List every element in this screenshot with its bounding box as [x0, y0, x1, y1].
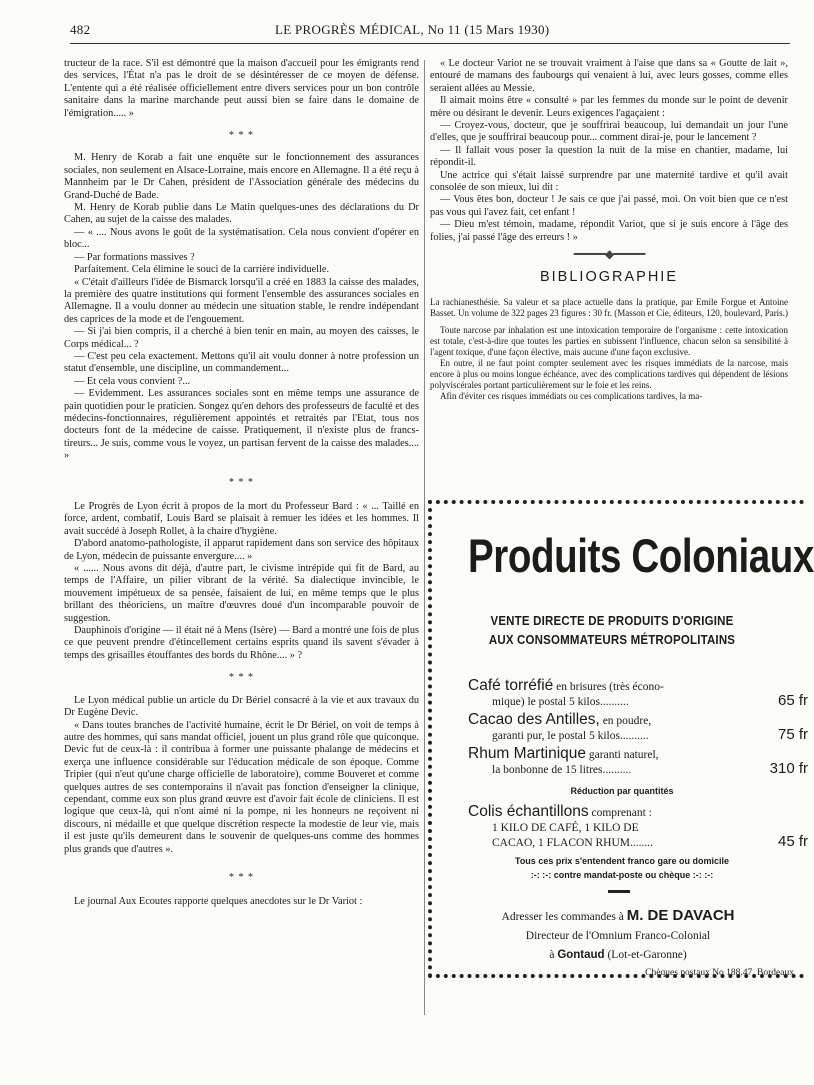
franco-note: Tous ces prix s'entendent franco gare ou domicile [514, 856, 730, 866]
beriel-paragraph: Le Lyon médical publie un article du Dr Bériel consacré à la vie et aux travaux du Dr Eugène Devic. [64, 694, 419, 719]
ad-title: Produits Coloniaux [468, 529, 814, 582]
korab-paragraph: M. Henry de Korab a fait une enquête sur le fonctionnement des assurances sociales, non seulement en Alsace-Lorraine, mais encore en Allemagne. Il a été reçu à Mannheim par le Dr Cahen, président de l'Association générale des médecins du Grand-Duché de Bade. [64, 152, 419, 201]
korab-paragraph: — Si j'ai bien compris, il a cherché à bien tenir en main, au moyen des caisses, le Corps médical... ? [64, 326, 419, 350]
postal-cheques: Chèques postaux No 188.47, Bordeaux [645, 968, 794, 978]
product-rum: Rhum Martinique garanti naturel, la bonbonne de 15 litres.......... 310 fr [468, 745, 808, 777]
variot-paragraph: Il aimait moins être « consulté » par les femmes du monde sur le point de devenir mère ou désirant le devenir. Leurs exigences l'agaçaient : [430, 95, 788, 119]
variot-paragraph: « Le docteur Variot ne se trouvait vraiment à l'aise que dans sa « Goutte de lait », entouré de mamans des faubourgs qui venaient à lui, avec leurs gosses, comme elles seraient allées au Messie. [430, 58, 788, 94]
product-price: 75 fr [777, 726, 808, 743]
product-price: 310 fr [769, 760, 808, 777]
bard-paragraph: Le Progrès de Lyon écrit à propos de la mort du Professeur Bard : « ... Taillé en force, ardent, combatif, Louis Bard se plaisait à remuer les idées et les hommes. Il avait succédé à Joseph Rollet, à la chaire d'hygiène. [64, 501, 419, 537]
ornament-divider: ━━━━━◆━━━━━ [573, 247, 645, 262]
right-column [430, 58, 788, 402]
product-name: Rhum Martinique [468, 745, 587, 762]
product-cocoa: Cacao des Antilles, en poudre, garanti pur, le postal 5 kilos.......... 75 fr [468, 711, 808, 743]
ornament-rule [608, 890, 630, 893]
korab-paragraph: — C'est peu cela exactement. Mettons qu'il ait voulu donner à notre profession un statut d'ensemble, une discipline, un commandement... [64, 350, 419, 375]
colonial-products-advertisement [428, 500, 814, 978]
page-number: 482 [70, 22, 91, 37]
section-stars: * * * [229, 871, 254, 883]
korab-paragraph: M. Henry de Korab publie dans Le Matin quelques-unes des déclarations du Dr Cahen, au sujet de la caisse des malades. [64, 202, 419, 226]
product-price: 65 fr [777, 692, 808, 709]
column-divider [424, 60, 425, 1015]
beriel-paragraph: « Dans toutes branches de l'activité humaine, écrit le Dr Bériel, on voit de temps à autre des hommes, qui sans mandat officiel, jouent un plus grand rôle que quiconque. Devic fut de ceux-là : il contribua à former une puissante phalange de médecins et exerça une influence considérable sur l'éducation médicale de son époque. Comme Tripier (qui n'eut qu'une charge officielle de laboratoire), comme Bouveret et comme quelques autres de ses contemporains il n'avait pas fonction d'enseigner la clinique, cependant, comme eux son plus grand œuvre est d'avoir fait école de cliniciens. Il est logique que ceux-là, qui n'ont aimé ni la pompe, ni les honneurs ne reçoivent ni discours, ni médaille et que quelque discrétion respecte la modestie de leur vie, mais il est juste qu'ils demeurent dans le souvenir de quelques-uns comme des hommes plus grands que d'autres ». [64, 719, 419, 855]
korab-paragraph: — Et cela vous convient ?... [74, 375, 191, 387]
book-paragraph: Toute narcose par inhalation est une intoxication temporaire de l'organisme : cette intoxication est totale, c'est-à-dire que toutes les parties en subissent l'influence, chacun selon sa sensibilité à l'agent toxique, d'une façon élective, mais aucune d'une façon exclusive. [430, 324, 788, 357]
product-name: Cacao des Antilles, [468, 711, 600, 728]
bard-paragraph: Dauphinois d'origine — il était né à Mens (Isère) — Bard a montré une fois de plus ce que peuvent prendre d'étincellement certains esprits quand ils savent s'évader à temps des grisailles étouffantes des bords du Rhône.... » ? [64, 625, 419, 661]
reduction-note: Réduction par quantités [570, 786, 674, 796]
product-sample-box: Colis échantillons comprenant : 1 KILO DE CAFÉ, 1 KILO DE CACAO, 1 FLACON RHUM........ 45 fr [468, 803, 808, 850]
left-column [64, 58, 419, 909]
product-name: Colis échantillons [468, 803, 589, 820]
section-stars: * * * [229, 672, 254, 684]
book-paragraph: En outre, il ne faut point compter seulement avec les risques immédiats de la narcose, mais encore à plus ou moins longue échéance, avec des complications tardives qui dépendent de lésions polyviscérales portant particulièrement sur le foie et les reins. [430, 357, 788, 390]
variot-paragraph: Une actrice qui s'était laissé surprendre par une maternité tardive et qu'il avait consolée de son mieux, lui dit : [430, 169, 788, 194]
bard-paragraph: « ...... Nous avons dit déjà, d'autre part, le civisme intrépide qui fit de Bard, au temps de l'Affaire, un pilier vibrant de la vérité. Sa dialectique invincible, le mouvement impétueux de sa pensée, faisaient de lui, en même temps que le plus brillant des théoriciens, un maître d'œuvres doué d'un incomparable pouvoir de suggestion. [64, 563, 419, 624]
journal-title: LE PROGRÈS MÉDICAL, No 11 (15 Mars 1930) [275, 22, 550, 37]
franco-note: :-: :-: contre mandat-poste ou chèque :-: :-: [530, 870, 714, 880]
korab-paragraph: — Evidemment. Les assurances sociales sont en même temps une assurance de pain quotidien pour le praticien. Songez qu'en dehors des professeurs de faculté et des médecins-fonctionnaires, régulièrement appointés et retraités par l'Etat, tous nos docteurs font de la médecine de caisse. Pratiquement, il n'existe plus de francs-tireurs... Je suis, comme vous le voyez, un partisan fervent de la caisse des malades.... » [64, 388, 419, 462]
order-contact: Adresser les commandes à M. DE DAVACH Directeur de l'Omnium Franco-Colonial à Gontaud (Lot-et-Garonne) [501, 907, 735, 961]
bibliography-heading: BIBLIOGRAPHIE [539, 268, 678, 285]
variot-paragraph: — Croyez-vous, docteur, que je souffrirai beaucoup, lui demandait un jour l'une d'elles, que je souffrirai beaucoup pour... comment dirai-je, pour le lancement ? [430, 120, 788, 144]
korab-paragraph: « C'était d'ailleurs l'idée de Bismarck lorsqu'il a créé en 1883 la caisse des malades, la première des quatre institutions qui forment l'ensemble des assurances sociales en Allemagne. Il a voulu donner au médecin une situation stable, le rendre indépendant des caprices de la mode et de l'engouement. [64, 276, 419, 325]
korab-paragraph: Parfaitement. Cela élimine le souci de la carrière individuelle. [74, 264, 330, 276]
section-stars: * * * [229, 476, 254, 488]
variot-paragraph: — Dieu m'est témoin, madame, répondit Variot, que si je suis encore à l'âge des folies, j'ai passé l'âge des erreurs ! » [430, 219, 788, 243]
contact-name: M. DE DAVACH [626, 907, 735, 924]
ad-subtitle: AUX CONSOMMATEURS MÉTROPOLITAINS [488, 633, 736, 647]
section-stars: * * * [229, 130, 254, 142]
book-paragraph: Afin d'éviter ces risques immédiats ou ces complications tardives, la ma- [440, 390, 703, 401]
variot-paragraph: — Vous êtes bon, docteur ! Je sais ce que j'ai passé, moi. On voit bien que ce n'est pas vous qui l'avez fait, cet enfant ! [430, 194, 788, 218]
bard-paragraph: D'abord anatomo-pathologiste, il apparut rapidement dans son service des hôpitaux de Lyon, médecin de puissante envergure.... » [64, 538, 419, 562]
korab-paragraph: — Par formations massives ? [74, 251, 195, 263]
product-coffee: Café torréfié en brisures (très écono- mique) le postal 5 kilos.......... 65 fr [468, 677, 808, 709]
page-header [70, 22, 770, 42]
ad-subtitle: VENTE DIRECTE DE PRODUITS D'ORIGINE [490, 614, 734, 628]
product-name: Café torréfié [468, 677, 554, 694]
product-price: 45 fr [777, 833, 808, 850]
korab-paragraph: — « .... Nous avons le goût de la systématisation. Cela nous convient d'opérer en bloc... [64, 226, 419, 251]
header-rule [70, 43, 790, 44]
variot-paragraph: — Il fallait vous poser la question la nuit de la mise en chantier, madame, lui répondit-il. [430, 144, 788, 169]
variot-intro: Le journal Aux Ecoutes rapporte quelques anecdotes sur le Dr Variot : [74, 896, 363, 908]
emigration-paragraph: tructeur de la race. S'il est démontré que la maison d'accueil pour les émigrants rend des services, l'État n'a pas le droit de se désintéresser de ce moyen de défense. L'entente qui a été réalisée officiellement entre divers services pour un bon contrôle sanitaire dans la marine marchande peut aussi bien se faire dans le domaine de l'émigration..... » [64, 58, 419, 119]
book-reference: La rachianesthésie. Sa valeur et sa place actuelle dans la pratique, par Emile Forgue et Antoine Basset. Un volume de 322 pages 23 figures : 30 fr. (Masson et Cie, éditeurs, 120, boulevard, Paris.) [430, 296, 788, 318]
